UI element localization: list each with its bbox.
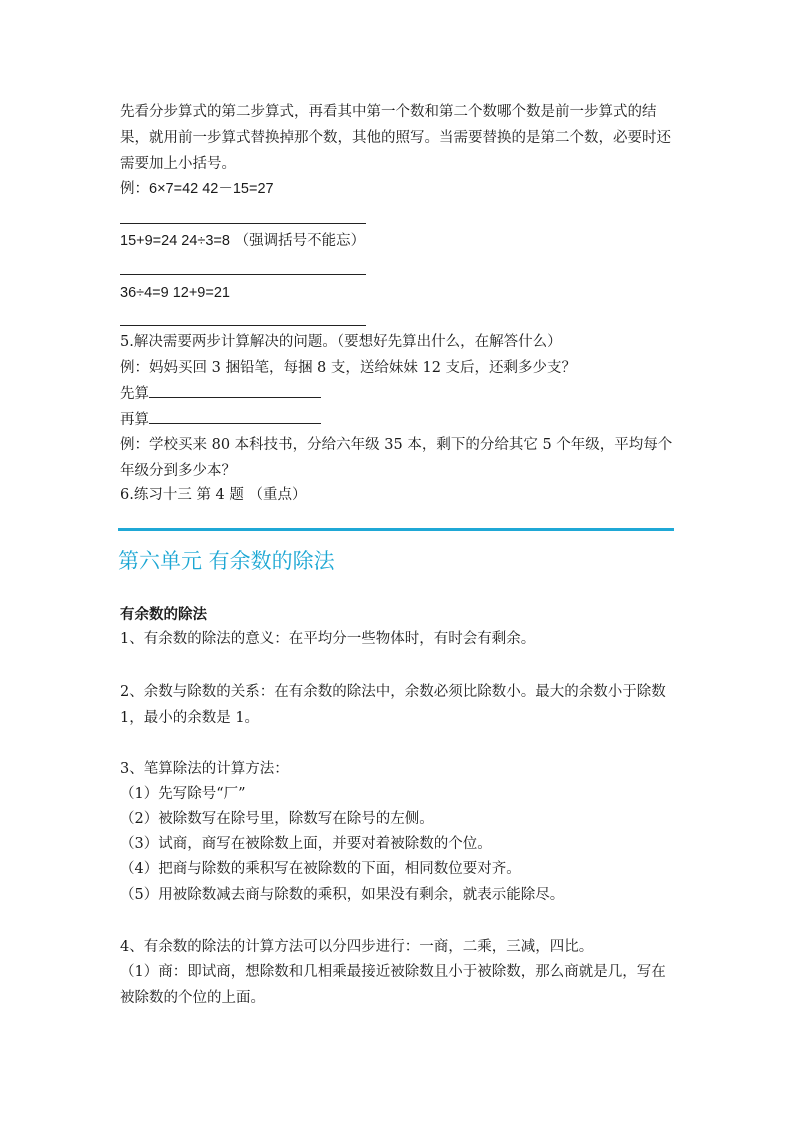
unit-heading: 第六单元 有余数的除法 bbox=[118, 549, 335, 573]
first-step-label: 先算 bbox=[120, 386, 149, 402]
point-3-step-3: （3）试商，商写在被除数上面，并要对着被除数的个位。 bbox=[120, 836, 492, 852]
point-3-step-2: （2）被除数写在除号里，除数写在除号的左侧。 bbox=[120, 811, 434, 827]
item5-title: 5.解决需要两步计算解决的问题。（要想好先算出什么，在解答什么） bbox=[120, 334, 562, 350]
section-divider bbox=[118, 528, 674, 531]
example-2 bbox=[120, 231, 365, 251]
example-3-expr: 36÷4=9 12+9=21 bbox=[120, 285, 230, 301]
point-3-title: 3、笔算除法的计算方法： bbox=[120, 761, 289, 777]
item5-example-a: 例：妈妈买回 3 捆铅笔，每捆 8 支，送给妹妹 12 支后，还剩多少支？ bbox=[120, 360, 577, 376]
answer-blank-3[interactable] bbox=[120, 325, 366, 326]
point-3-step-4: （4）把商与除数的乘积写在被除数的下面，相同数位要对齐。 bbox=[120, 861, 521, 877]
then-step-row bbox=[120, 409, 321, 430]
then-step-blank[interactable] bbox=[149, 409, 321, 424]
example-label: 例： bbox=[120, 181, 149, 197]
point-2: 2、余数与除数的关系：在有余数的除法中，余数必须比除数小。最大的余数小于除数 1，最小的余数是 1。 bbox=[120, 684, 666, 726]
example-1 bbox=[120, 179, 274, 199]
item6-text: 6.练习十三 第 4 题 （重点） bbox=[120, 487, 307, 503]
first-step-blank[interactable] bbox=[149, 383, 321, 398]
example-3 bbox=[120, 283, 230, 303]
intro-paragraph: 先看分步算式的第二步算式，再看其中第一个数和第二个数哪个数是前一步算式的结果，就用前一步算式替换掉那个数，其他的照写。当需要替换的是第二个数，必要时还需要加上小括号。 bbox=[120, 104, 671, 172]
first-step-row bbox=[120, 383, 321, 404]
point-3-step-1: （1）先写除号“厂” bbox=[120, 786, 246, 802]
example-2-note: （强调括号不能忘） bbox=[234, 233, 366, 249]
section-title: 有余数的除法 bbox=[120, 607, 207, 623]
point-3-step-5: （5）用被除数减去商与除数的乘积，如果没有剩余，就表示能除尽。 bbox=[120, 887, 565, 903]
point-4-step-1: （1）商：即试商，想除数和几相乘最接近被除数且小于被除数，那么商就是几，写在被除数的个位的上面。 bbox=[120, 964, 666, 1006]
point-1: 1、有余数的除法的意义：在平均分一些物体时，有时会有剩余。 bbox=[120, 631, 536, 647]
then-step-label: 再算 bbox=[120, 412, 149, 428]
point-4-title: 4、有余数的除法的计算方法可以分四步进行：一商，二乘，三减，四比。 bbox=[120, 939, 594, 955]
item5-example-b: 例：学校买来 80 本科技书，分给六年级 35 本，剩下的分给其它 5 个年级，平均每个年级分到多少本？ bbox=[120, 437, 673, 479]
example-2-expr: 15+9=24 24÷3=8 bbox=[120, 233, 230, 249]
example-1-expr: 6×7=42 42－15=27 bbox=[149, 181, 274, 197]
answer-blank-1[interactable] bbox=[120, 223, 366, 224]
answer-blank-2[interactable] bbox=[120, 274, 366, 275]
